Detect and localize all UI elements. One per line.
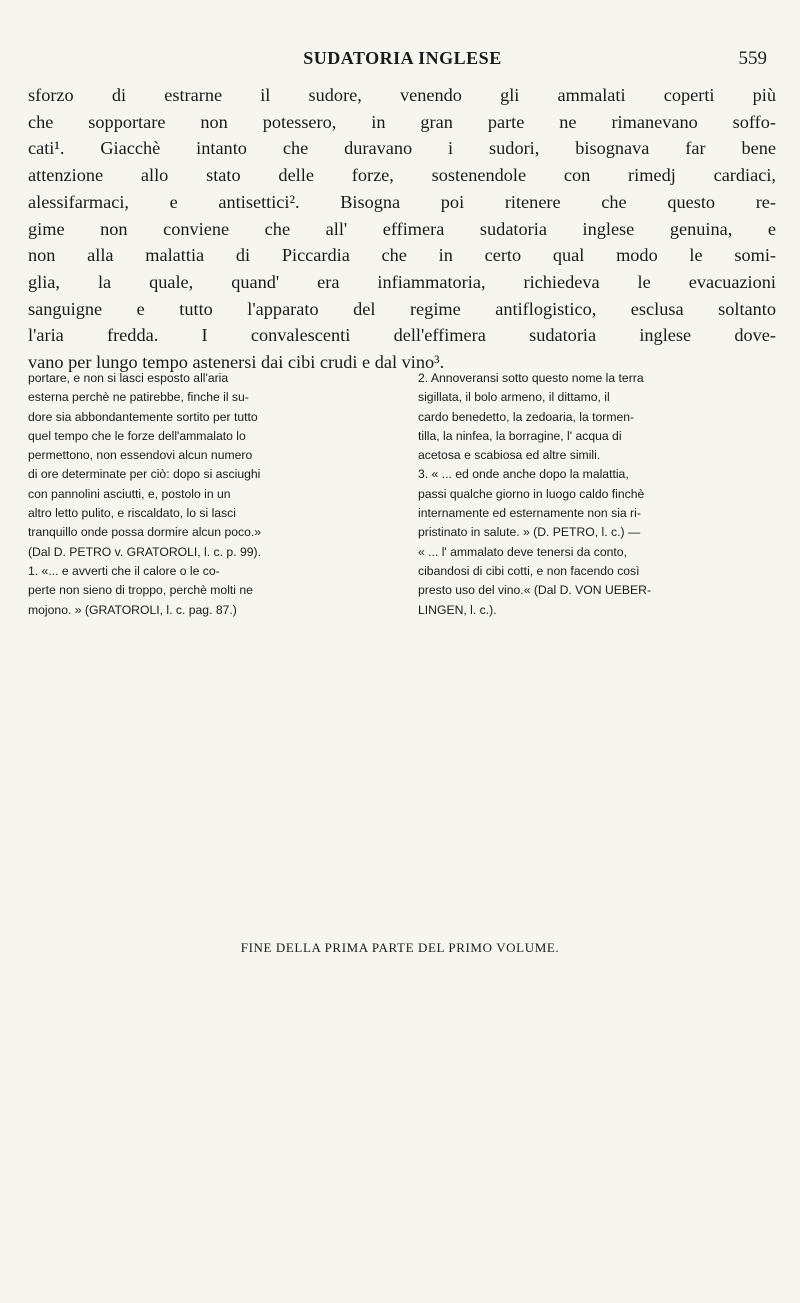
footnote-line: con pannolini asciutti, e, postolo in un xyxy=(28,486,231,501)
footnote-line: permettono, non essendovi alcun numero xyxy=(28,448,253,463)
footnote-line: passi qualche giorno in luogo caldo finchè xyxy=(418,486,645,501)
footnote-line: tranquillo onde possa dormire alcun poco.» xyxy=(28,525,262,540)
running-title: SUDATORIA INGLESE xyxy=(303,48,502,68)
text-line: attenzione allo stato delle forze, sostenendole con rimedj cardiaci, xyxy=(28,165,776,186)
footnote-line: presto uso del vino.« (Dal D. VON UEBER- xyxy=(418,583,652,598)
footnote-line: mojono. » (GRATOROLI, l. c. pag. 87.) xyxy=(28,602,237,617)
footnote-line: acetosa e scabiosa ed altre simili. xyxy=(418,448,601,463)
footnote-line: internamente ed esternamente non sia ri- xyxy=(418,506,641,521)
text-line: alessifarmaci, e antisettici². Bisogna poi ritenere che questo re- xyxy=(28,191,776,212)
text-line: sforzo di estrarne il sudore, venendo gli ammalati coperti più xyxy=(28,85,776,105)
footnote-line: altro letto pulito, e riscaldato, lo si lasci xyxy=(28,506,236,521)
text-line: glia, la quale, quand' era infiammatoria, richiedeva le evacuazioni xyxy=(28,271,776,292)
footnote-line: dore sia abbondantemente sortito per tutto xyxy=(28,409,258,424)
main-text-block xyxy=(28,82,776,376)
footnotes-left-column xyxy=(28,369,390,620)
text-line: non alla malattia di Piccardia che in certo qual modo le somi- xyxy=(28,245,776,266)
footnote-line: « ... l' ammalato deve tenersi da conto, xyxy=(418,544,627,559)
footnote-line: quel tempo che le forze dell'ammalato lo xyxy=(28,428,246,443)
text-line: gime non conviene che all' effimera sudatoria inglese genuina, e xyxy=(28,218,776,239)
text-line: sanguigne e tutto l'apparato del regime antiflogistico, esclusa soltanto xyxy=(28,298,776,319)
footnote-line: perte non sieno di troppo, perchè molti ne xyxy=(28,583,253,598)
text-line: l'aria fredda. I convalescenti dell'effimera sudatoria inglese dove- xyxy=(28,325,776,346)
page-header xyxy=(30,48,775,78)
footnotes xyxy=(28,369,780,620)
footnote-line: 3. « ... ed onde anche dopo la malattia, xyxy=(418,467,629,482)
footnote-line: 2. Annoveransi sotto questo nome la terra xyxy=(418,371,644,385)
text-line: cati¹. Giacchè intanto che duravano i sudori, bisognava far bene xyxy=(28,138,776,159)
footnote-line: esterna perchè ne patirebbe, finche il su- xyxy=(28,390,249,405)
footnote-line: portare, e non si lasci esposto all'aria xyxy=(28,371,229,385)
colophon: FINE DELLA PRIMA PARTE DEL PRIMO VOLUME. xyxy=(240,940,560,955)
footnote-line: cardo benedetto, la zedoaria, la tormen- xyxy=(418,409,635,424)
footnote-line: sigillata, il bolo armeno, il dittamo, il xyxy=(418,390,610,405)
page-number: 559 xyxy=(738,48,767,69)
footnote-line: 1. «... e avverti che il calore o le co- xyxy=(28,563,220,578)
footnote-line: tilla, la ninfea, la borragine, l' acqua di xyxy=(418,428,622,443)
footnote-line: (Dal D. PETRO v. GRATOROLI, l. c. p. 99). xyxy=(28,544,261,559)
text-line: vano per lungo tempo astenersi dai cibi crudi e dal vino³. xyxy=(28,352,445,373)
text-line: che sopportare non potessero, in gran parte ne rimanevano soffo- xyxy=(28,111,776,132)
footnote-line: cibandosi di cibi cotti, e non facendo così xyxy=(418,563,640,578)
footnote-line: di ore determinate per ciò: dopo si asciughi xyxy=(28,467,261,482)
footnote-line: LINGEN, l. c.). xyxy=(418,602,497,617)
footnotes-right-column xyxy=(418,369,780,620)
footnote-line: pristinato in salute. » (D. PETRO, l. c.) — xyxy=(418,525,641,540)
